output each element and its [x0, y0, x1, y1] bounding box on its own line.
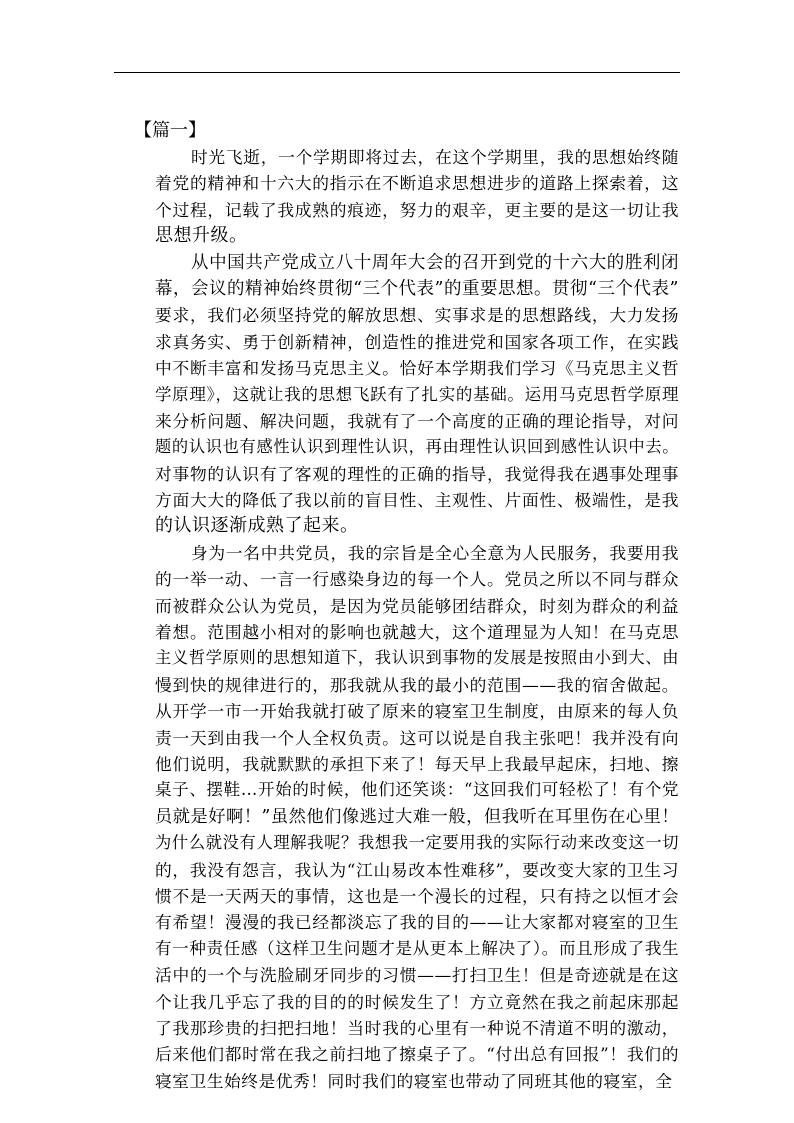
text-line: 来分析问题、解决问题，我就有了一个高度的正确的理论指导，对问: [155, 410, 679, 431]
text-line: 惯不是一天两天的事情，这也是一个漫长的过程，只有持之以恒才会: [155, 885, 679, 906]
text-line: 中不断丰富和发扬马克思主义。恰好本学期我们学习《马克思主义哲: [155, 358, 679, 379]
text-line: 的一举一动、一言一行感染身边的每一个人。党员之所以不同与群众: [155, 569, 679, 590]
text-line: 思想升级。: [155, 225, 248, 247]
text-line: 着党的精神和十六大的指示在不断追求思想进步的道路上探索着，这: [155, 173, 679, 194]
text-line: 员就是好啊！”虽然他们像逃过大难一般，但我听在耳里伤在心里！: [155, 806, 679, 827]
text-line: 时光飞逝，一个学期即将过去，在这个学期里，我的思想始终随: [191, 147, 679, 167]
document-body: [119, 118, 679, 1094]
text-line: 求真务实、勇于创新精神，创造性的推进党和国家各项工作，在实践: [155, 331, 679, 352]
text-line: 从中国共产党成立八十周年大会的召开到党的十六大的胜利闭: [191, 252, 679, 273]
paragraph: [119, 144, 679, 250]
paragraph-container: [119, 144, 679, 1094]
text-line: 了我那珍贵的扫把扫地！当时我的心里有一种说不清道不明的激动，: [155, 1017, 679, 1038]
text-line: 对事物的认识有了客观的理性的正确的指导，我觉得我在遇事处理事: [155, 463, 679, 484]
text-line: 有希望！漫漫的我已经都淡忘了我的目的——让大家都对寝室的卫生: [155, 912, 679, 933]
text-line: 后来他们都时常在我之前扫地了擦桌子了。“付出总有回报”！我们的: [155, 1044, 679, 1065]
text-line: 为什么就没有人理解我呢？我想我一定要用我的实际行动来改变这一切: [155, 833, 679, 853]
text-line: 个让我几乎忘了我的目的的时候发生了！方立竟然在我之前起床那起: [155, 991, 679, 1012]
text-line: 方面大大的降低了我以前的盲目性、主观性、片面性、极端性，是我: [155, 490, 679, 511]
text-line: 慢到快的规律进行的，那我就从我的最小的范围——我的宿舍做起。: [155, 674, 679, 695]
paragraph: [119, 250, 679, 540]
text-line: 身为一名中共党员，我的宗旨是全心全意为人民服务，我要用我: [191, 542, 679, 563]
text-line: 从开学一市一开始我就打破了原来的寝室卫生制度，由原来的每人负: [155, 701, 679, 722]
text-line: 学原理》，这就让我的思想飞跃有了扎实的基础。运用马克思哲学原理: [155, 384, 679, 404]
text-line: 主义哲学原则的思想知道下，我认识到事物的发展是按照由小到大、由: [155, 648, 679, 668]
text-line: 要求，我们必须坚持党的解放思想、实事求是的思想路线，大力发扬: [155, 305, 679, 326]
text-line: 的，我没有怨言，我认为“江山易改本性难移”，要改变大家的卫生习: [155, 859, 679, 880]
text-line: 个过程，记载了我成熟的痕迹，努力的艰辛，更主要的是这一切让我: [155, 199, 679, 220]
text-line: 有一种责任感（这样卫生问题才是从更本上解决了）。而且形成了我生: [155, 938, 679, 958]
text-line: 他们说明，我就默默的承担下来了！每天早上我最早起床，扫地、擦: [155, 753, 679, 774]
header-rule: [114, 72, 680, 73]
text-line: 寝室卫生始终是优秀！同时我们的寝室也带动了同班其他的寝室，全: [155, 1070, 673, 1091]
text-line: 责一天到由我一个人全权负责。这可以说是自我主张吧！我并没有向: [155, 727, 679, 748]
text-line: 题的认识也有感性认识到理性认识，再由理性认识回到感性认识中去。: [155, 437, 679, 457]
text-line: 桌子、摆鞋…开始的时候，他们还笑谈：“这回我们可轻松了！有个党: [155, 780, 679, 800]
text-line: 活中的一个与洗脸刷牙同步的习惯——打扫卫生！但是奇迹就是在这: [155, 965, 679, 986]
text-line: 的认识逐渐成熟了起来。: [155, 515, 359, 537]
text-line: 着想。范围越小相对的影响也就越大，这个道理显为人知！在马克思: [155, 622, 679, 643]
paragraph: [119, 540, 679, 1094]
text-line: 幕，会议的精神始终贯彻“三个代表”的重要思想。贯彻“三个代表”: [155, 278, 679, 299]
text-line: 而被群众公认为党员，是因为党员能够团结群众，时刻为群众的利益: [155, 595, 679, 616]
section-title: 【篇一】: [134, 120, 206, 141]
